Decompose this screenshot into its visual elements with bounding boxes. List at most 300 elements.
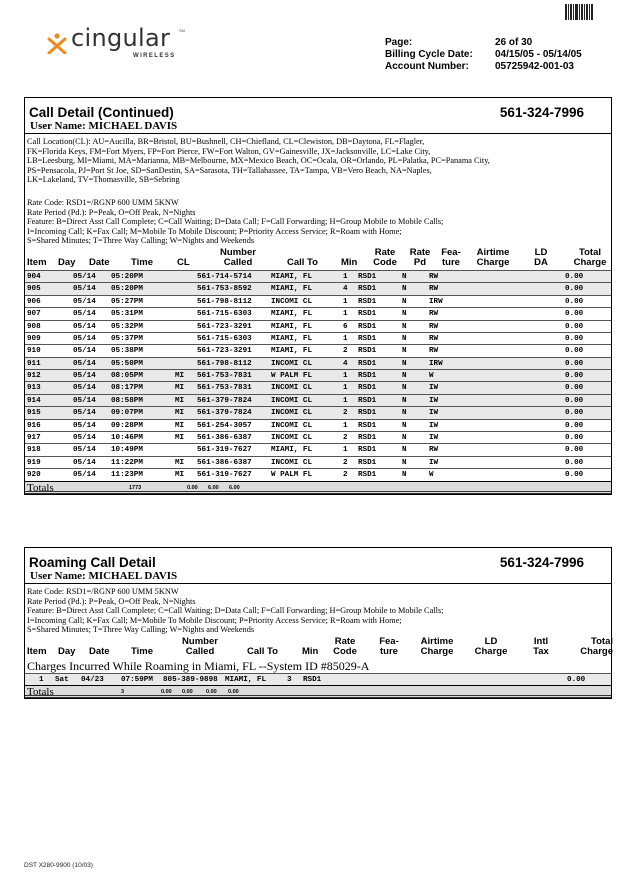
call-detail-totals <box>25 481 611 494</box>
row-time: 11:22PM <box>111 458 143 467</box>
row-min: 1 <box>343 421 348 430</box>
table-row <box>25 468 611 480</box>
legend-line: FK=Florida Keys, FM=Fort Myers, FP=Fort Pierce, FW=Fort Walton, GV=Gainesville, JX=Jacksonville, LC=Lake City, <box>27 146 431 156</box>
col-total <box>573 637 613 657</box>
row-cl: MI <box>175 458 185 467</box>
row-number-called: 561-798-8112 <box>197 359 252 368</box>
col-total-l1: Total <box>591 635 613 647</box>
row-number-called: 561-254-3057 <box>197 421 252 430</box>
col-airtime-l2: Charge <box>476 256 510 268</box>
row-call-to: INCOMI CL <box>271 421 313 430</box>
row-min: 1 <box>343 272 348 281</box>
row-date: 05/14 <box>73 285 96 294</box>
table-row <box>25 320 611 332</box>
roaming-rate-legend <box>25 584 611 635</box>
row-feature: IW <box>429 421 439 430</box>
table-row <box>25 282 611 294</box>
row-item: 912 <box>27 372 41 381</box>
row-call-to: W PALM FL <box>271 372 313 381</box>
logo-trademark: SM <box>179 28 185 33</box>
col-rate-code-l1: Rate <box>334 635 356 647</box>
row-number-called: 561-379-7824 <box>197 409 252 418</box>
row-item: 910 <box>27 347 41 356</box>
row-rate-pd: N <box>402 434 407 443</box>
row-call-to: MIAMI, FL <box>271 446 313 455</box>
legend-line: Rate Code: RSD1=/RGNP 600 UMM 5KNW <box>27 587 179 596</box>
row-total: 0.00 <box>565 409 584 418</box>
table-row <box>25 369 611 381</box>
row-item: 919 <box>27 458 41 467</box>
account-number-value: 05725942-001-03 <box>495 61 574 72</box>
row-time: 05:31PM <box>111 310 143 319</box>
row-rate-code: RSD1 <box>358 272 377 281</box>
roaming-totals <box>25 685 611 698</box>
row-total: 0.00 <box>565 297 584 306</box>
col-feature-l2: ture <box>380 645 398 657</box>
row-call-to: INCOMI CL <box>271 384 313 393</box>
col-number-called-l1: Number <box>220 246 256 258</box>
row-time: 08:17PM <box>111 384 143 393</box>
row-time: 05:20PM <box>111 285 143 294</box>
row-rate-pd: N <box>402 421 407 430</box>
row-rate-pd: N <box>402 285 407 294</box>
row-feature: IW <box>429 458 439 467</box>
row-time: 10:49PM <box>111 446 143 455</box>
row-total: 0.00 <box>567 675 586 684</box>
row-item: 1 <box>39 675 44 684</box>
row-total: 0.00 <box>565 396 584 405</box>
row-cl: MI <box>175 421 185 430</box>
row-number-called: 561-753-8592 <box>197 285 252 294</box>
col-feature <box>377 637 401 657</box>
row-rate-code: RSD1 <box>358 446 377 455</box>
logo-tagline: WIRELESS <box>133 53 176 59</box>
row-call-to: MIAMI, FL <box>271 285 313 294</box>
barcode <box>565 4 603 20</box>
row-call-to: INCOMI CL <box>271 396 313 405</box>
row-date: 05/14 <box>73 272 96 281</box>
table-row <box>25 307 611 319</box>
roaming-detail-phone: 561-324-7996 <box>499 555 584 570</box>
col-rate-code <box>331 637 359 657</box>
roaming-note: Charges Incurred While Roaming in Miami, FL --System ID #85029-A <box>27 658 370 673</box>
legend-line: S=Shared Minutes; T=Three Way Calling; W=Nights and Weekends <box>27 236 255 246</box>
col-rate-pd <box>409 248 431 268</box>
col-day: Day <box>58 256 76 268</box>
row-min: 1 <box>343 384 348 393</box>
row-feature: IW <box>429 409 439 418</box>
row-rate-pd: N <box>402 359 407 368</box>
totals-label: Totals <box>27 481 54 494</box>
col-call-to: Call To <box>287 256 318 268</box>
row-day: Sat <box>55 675 69 684</box>
row-min: 3 <box>287 675 292 684</box>
col-date: Date <box>89 645 110 657</box>
roaming-rows <box>25 673 611 685</box>
call-detail-rows <box>25 270 611 481</box>
col-total-l1: Total <box>579 246 601 258</box>
row-number-called: 805-389-9898 <box>163 675 218 684</box>
row-number-called: 561-386-6387 <box>197 458 252 467</box>
row-date: 05/14 <box>73 297 96 306</box>
row-call-to: INCOMI CL <box>271 297 313 306</box>
roaming-detail-user-name: User Name: MICHAEL DAVIS <box>30 570 178 582</box>
row-min: 1 <box>343 334 348 343</box>
row-call-to: MIAMI, FL <box>271 322 313 331</box>
row-cl: MI <box>175 471 185 480</box>
row-call-to: MIAMI, FL <box>271 272 313 281</box>
table-row <box>25 357 611 369</box>
table-row <box>25 431 611 443</box>
col-airtime <box>473 248 513 268</box>
row-min: 2 <box>343 434 348 443</box>
legend-line: I=Incoming Call; K=Fax Call; M=Mobile To Mobile Discount; P=Priority Access Service; R=Roam with Home; <box>27 226 402 236</box>
row-number-called: 561-798-8112 <box>197 297 252 306</box>
legend-line: Rate Code: RSD1=/RGNP 600 UMM 5KNW <box>27 197 179 207</box>
col-intl-tax <box>531 637 551 657</box>
row-min: 2 <box>343 471 348 480</box>
row-feature: IRW <box>429 297 443 306</box>
row-item: 907 <box>27 310 41 319</box>
row-cl: MI <box>175 434 185 443</box>
row-rate-code: RSD1 <box>358 334 377 343</box>
totals-total: 6.00 <box>229 484 240 491</box>
col-intl-tax-l1: Intl <box>533 635 549 647</box>
col-number-called-l2: Called <box>185 645 215 657</box>
row-feature: RW <box>429 272 439 281</box>
row-date: 05/14 <box>73 334 96 343</box>
col-cl: CL <box>177 256 190 268</box>
row-item: 911 <box>27 359 41 368</box>
row-time: 05:27PM <box>111 297 143 306</box>
legend-line: LK=Lakeland, TV=Thomasville, SB=Sebring <box>27 175 180 185</box>
cingular-x-icon <box>47 32 67 54</box>
row-total: 0.00 <box>565 272 584 281</box>
row-total: 0.00 <box>565 446 584 455</box>
row-cl: MI <box>175 396 185 405</box>
col-min: Min <box>302 645 319 657</box>
row-number-called: 561-715-6303 <box>197 310 252 319</box>
row-total: 0.00 <box>565 310 584 319</box>
roaming-detail-section <box>24 547 612 699</box>
billing-cycle-label: Billing Cycle Date: <box>385 49 473 60</box>
col-ld-da <box>531 248 551 268</box>
row-min: 1 <box>343 396 348 405</box>
row-item: 917 <box>27 434 41 443</box>
col-rate-code <box>371 248 399 268</box>
page-label: Page: <box>385 37 413 48</box>
row-feature: W <box>429 372 434 381</box>
table-row <box>25 419 611 431</box>
col-total-l2: Charge <box>580 645 613 657</box>
row-call-to: MIAMI, FL <box>271 310 313 319</box>
row-date: 05/14 <box>73 359 96 368</box>
row-time: 08:05PM <box>111 372 143 381</box>
row-total: 0.00 <box>565 434 584 443</box>
col-intl-tax-l2: Tax <box>533 645 549 657</box>
rate-legend <box>25 195 611 246</box>
totals-min: 3 <box>121 689 125 696</box>
row-call-to: MIAMI, FL <box>225 675 267 684</box>
row-time: 10:46PM <box>111 434 143 443</box>
row-min: 1 <box>343 297 348 306</box>
col-feature-l1: Fea- <box>441 246 461 258</box>
row-time: 11:23PM <box>111 471 143 480</box>
col-feature-l2: ture <box>442 256 460 268</box>
row-rate-pd: N <box>402 334 407 343</box>
col-number-called-l2: Called <box>223 256 253 268</box>
row-rate-code: RSD1 <box>358 471 377 480</box>
col-date: Date <box>89 256 110 268</box>
row-min: 1 <box>343 372 348 381</box>
row-min: 4 <box>343 359 348 368</box>
row-rate-pd: N <box>402 396 407 405</box>
row-date: 05/14 <box>73 396 96 405</box>
totals-min: 1773 <box>129 484 142 491</box>
col-day: Day <box>58 645 76 657</box>
row-feature: IRW <box>429 359 443 368</box>
row-item: 918 <box>27 446 41 455</box>
row-rate-code: RSD1 <box>358 347 377 356</box>
legend-line: Call Location(CL): AU=Aucilla, BR=Bristol, BU=Bushnell, CH=Chiefland, CL=Clewiston, DB=Daytona, FL=Flagler, <box>27 137 425 146</box>
col-ld-charge <box>471 637 511 657</box>
row-call-to: MIAMI, FL <box>271 347 313 356</box>
row-min: 1 <box>343 310 348 319</box>
row-time: 05:38PM <box>111 347 143 356</box>
row-rate-code: RSD1 <box>358 322 377 331</box>
col-rate-pd-l1: Rate <box>409 246 431 258</box>
col-call-to: Call To <box>247 645 278 657</box>
row-rate-pd: N <box>402 347 407 356</box>
col-airtime <box>417 637 457 657</box>
row-date: 05/14 <box>73 347 96 356</box>
row-number-called: 561-386-6387 <box>197 434 252 443</box>
row-time: 05:20PM <box>111 272 143 281</box>
call-detail-user-name: User Name: MICHAEL DAVIS <box>30 120 178 132</box>
col-ld-l1: LD <box>484 635 498 647</box>
row-rate-code: RSD1 <box>358 396 377 405</box>
col-rate-code-l1: Rate <box>374 246 396 258</box>
row-time: 05:32PM <box>111 322 143 331</box>
table-row <box>25 295 611 307</box>
row-cl: MI <box>175 409 185 418</box>
row-item: 909 <box>27 334 41 343</box>
col-airtime-l1: Airtime <box>420 635 454 647</box>
col-rate-code-l2: Code <box>373 256 397 268</box>
row-rate-code: RSD1 <box>358 297 377 306</box>
row-min: 1 <box>343 446 348 455</box>
legend-line: Feature: B=Direct Asst Call Complete; C=Call Waiting; D=Data Call; F=Call Forwarding; H=Group Mobile to Mobile Calls; <box>27 606 444 616</box>
row-feature: RW <box>429 310 439 319</box>
legend-line: S=Shared Minutes; T=Three Way Calling; W=Nights and Weekends <box>27 625 255 635</box>
row-total: 0.00 <box>565 372 584 381</box>
row-total: 0.00 <box>565 347 584 356</box>
row-date: 05/14 <box>73 446 96 455</box>
row-feature: RW <box>429 322 439 331</box>
row-rate-pd: N <box>402 372 407 381</box>
col-rate-code-l2: Code <box>333 645 357 657</box>
col-time: Time <box>131 256 154 268</box>
row-total: 0.00 <box>565 458 584 467</box>
table-row <box>25 394 611 406</box>
row-date: 05/14 <box>73 471 96 480</box>
row-item: 915 <box>27 409 41 418</box>
row-rate-code: RSD1 <box>303 675 322 684</box>
row-number-called: 561-319-7627 <box>197 446 252 455</box>
legend-line: PS=Pensacola, PJ=Port St Joe, SD=SanDestin, SA=Sarasota, TH=Tallahassee, TA=Tampa, VB=Vero Beach, NA=Naples, <box>27 165 432 175</box>
table-row <box>25 443 611 455</box>
row-feature: IW <box>429 434 439 443</box>
row-rate-pd: N <box>402 297 407 306</box>
col-ld-da-l2: DA <box>534 256 548 268</box>
row-rate-code: RSD1 <box>358 384 377 393</box>
row-item: 913 <box>27 384 41 393</box>
row-date: 04/23 <box>81 675 104 684</box>
table-row <box>25 270 611 282</box>
row-rate-code: RSD1 <box>358 421 377 430</box>
col-total-l2: Charge <box>573 256 607 268</box>
call-detail-column-headers <box>25 246 611 270</box>
row-item: 920 <box>27 471 41 480</box>
row-cl: MI <box>175 372 185 381</box>
account-info <box>385 37 582 73</box>
col-ld-l2: Charge <box>474 645 508 657</box>
logo-wordmark: cingular <box>71 24 171 52</box>
row-item: 904 <box>27 272 41 281</box>
col-time: Time <box>131 645 154 657</box>
row-rate-pd: N <box>402 310 407 319</box>
col-airtime-l1: Airtime <box>476 246 510 258</box>
col-number-called-l1: Number <box>182 635 218 647</box>
row-item: 905 <box>27 285 41 294</box>
roaming-detail-header <box>25 548 611 584</box>
roaming-detail-title: Roaming Call Detail <box>29 555 156 570</box>
row-min: 4 <box>343 285 348 294</box>
row-rate-pd: N <box>402 322 407 331</box>
row-number-called: 561-753-7831 <box>197 372 252 381</box>
table-row <box>25 381 611 393</box>
row-cl: MI <box>175 384 185 393</box>
row-call-to: INCOMI CL <box>271 409 313 418</box>
table-row <box>25 456 611 468</box>
row-rate-code: RSD1 <box>358 434 377 443</box>
legend-line: Rate Period (Pd.): P=Peak, O=Off Peak, N=Nights <box>27 207 196 217</box>
billing-cycle-info <box>385 49 582 61</box>
row-date: 05/14 <box>73 458 96 467</box>
totals-ld: 0.00 <box>182 689 193 696</box>
row-time: 07:59PM <box>121 675 153 684</box>
row-date: 05/14 <box>73 310 96 319</box>
roaming-column-headers <box>25 635 611 659</box>
totals-airtime: 0.00 <box>161 689 172 696</box>
col-item: Item <box>27 256 47 268</box>
totals-label: Totals <box>27 686 54 699</box>
table-row <box>25 344 611 356</box>
row-number-called: 561-723-3291 <box>197 347 252 356</box>
row-time: 05:37PM <box>111 334 143 343</box>
totals-ld-da: 6.00 <box>208 484 219 491</box>
row-feature: RW <box>429 334 439 343</box>
row-date: 05/14 <box>73 434 96 443</box>
page-value: 26 of 30 <box>495 37 533 48</box>
row-total: 0.00 <box>565 322 584 331</box>
form-code: DST X280-9900 (10/03) <box>24 862 93 869</box>
row-number-called: 561-714-5714 <box>197 272 252 281</box>
call-location-legend <box>25 134 611 185</box>
row-rate-code: RSD1 <box>358 409 377 418</box>
row-number-called: 561-379-7824 <box>197 396 252 405</box>
row-rate-pd: N <box>402 471 407 480</box>
row-date: 05/14 <box>73 384 96 393</box>
row-call-to: MIAMI, FL <box>271 334 313 343</box>
table-row <box>25 406 611 418</box>
row-rate-pd: N <box>402 409 407 418</box>
col-total <box>571 248 609 268</box>
account-number-label: Account Number: <box>385 61 469 72</box>
row-date: 05/14 <box>73 322 96 331</box>
row-call-to: INCOMI CL <box>271 359 313 368</box>
row-number-called: 561-319-7627 <box>197 471 252 480</box>
row-call-to: INCOMI CL <box>271 434 313 443</box>
legend-line: Rate Period (Pd.): P=Peak, O=Off Peak, N=Nights <box>27 596 196 606</box>
row-feature: W <box>429 471 434 480</box>
totals-intl-tax: 0.00 <box>206 689 217 696</box>
row-total: 0.00 <box>565 285 584 294</box>
call-detail-phone: 561-324-7996 <box>499 105 584 120</box>
table-row <box>25 332 611 344</box>
row-total: 0.00 <box>565 384 584 393</box>
billing-cycle-value: 04/15/05 - 05/14/05 <box>495 49 582 60</box>
row-call-to: INCOMI CL <box>271 458 313 467</box>
table-row <box>25 673 611 685</box>
col-item: Item <box>27 645 47 657</box>
totals-airtime: 0.00 <box>187 484 198 491</box>
row-item: 906 <box>27 297 41 306</box>
row-call-to: W PALM FL <box>271 471 313 480</box>
col-rate-pd-l2: Pd <box>413 256 427 268</box>
row-total: 0.00 <box>565 471 584 480</box>
col-feature <box>439 248 463 268</box>
row-item: 914 <box>27 396 41 405</box>
row-min: 2 <box>343 409 348 418</box>
row-rate-pd: N <box>402 272 407 281</box>
col-feature-l1: Fea- <box>379 635 399 647</box>
row-rate-code: RSD1 <box>358 359 377 368</box>
totals-total: 0.00 <box>228 689 239 696</box>
row-date: 05/14 <box>73 421 96 430</box>
row-number-called: 561-753-7831 <box>197 384 252 393</box>
call-detail-section <box>24 97 612 495</box>
row-rate-code: RSD1 <box>358 458 377 467</box>
col-number-called <box>180 637 220 657</box>
row-min: 2 <box>343 458 348 467</box>
col-ld-da-l1: LD <box>534 246 548 258</box>
row-item: 916 <box>27 421 41 430</box>
row-feature: RW <box>429 347 439 356</box>
row-min: 2 <box>343 347 348 356</box>
row-item: 908 <box>27 322 41 331</box>
col-number-called <box>218 248 258 268</box>
row-rate-pd: N <box>402 458 407 467</box>
legend-line: I=Incoming Call; K=Fax Call; M=Mobile To Mobile Discount; P=Priority Access Service; R=Roam with Home; <box>27 615 402 625</box>
row-rate-pd: N <box>402 446 407 455</box>
legend-line: Feature: B=Direct Asst Call Complete; C=Call Waiting; D=Data Call; F=Call Forwarding; H=Group Mobile to Mobile Calls; <box>27 217 444 227</box>
call-detail-title: Call Detail (Continued) <box>29 105 174 120</box>
row-number-called: 561-715-6303 <box>197 334 252 343</box>
row-total: 0.00 <box>565 421 584 430</box>
row-number-called: 561-723-3291 <box>197 322 252 331</box>
cingular-logo <box>47 26 187 62</box>
